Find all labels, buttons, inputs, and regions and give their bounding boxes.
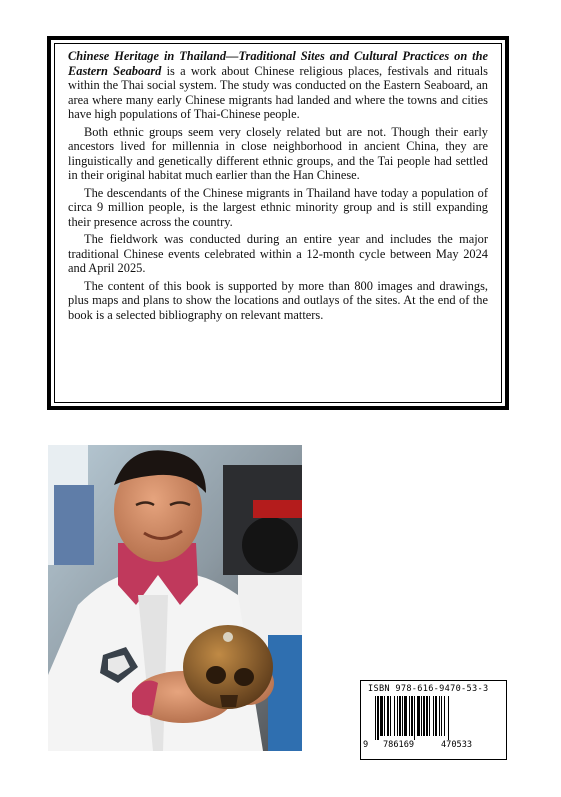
barcode-digit-first: 9 xyxy=(363,740,369,750)
isbn-label: ISBN 978-616-9470-53-3 xyxy=(368,684,489,694)
barcode-bar xyxy=(441,696,442,736)
barcode-bar xyxy=(439,696,440,736)
blurb-paragraph-4: The fieldwork was conducted during an entire year and includes the major traditional Chinese events celebrated within a 12-month cycle between May 2024 and April 2025. xyxy=(68,232,488,275)
barcode-bar xyxy=(423,696,425,736)
barcode-bar xyxy=(387,696,389,736)
blurb-paragraph-1 xyxy=(68,49,488,122)
barcode-bar xyxy=(375,696,376,740)
barcode-bar xyxy=(429,696,430,736)
barcode-bar xyxy=(417,696,420,736)
barcode-graphic xyxy=(375,696,493,740)
book-title: Chinese Heritage in Thailand—Traditional Sites and Cultural Practices on the Eastern Seaboard xyxy=(68,49,488,78)
barcode-bar xyxy=(384,696,385,736)
barcode-bar xyxy=(394,696,395,736)
chef-holding-skull-photo xyxy=(48,445,302,751)
barcode-bar xyxy=(399,696,401,736)
barcode-bar xyxy=(411,696,413,736)
barcode-digits-right: 470533 xyxy=(441,740,473,750)
blurb-paragraph-3: The descendants of the Chinese migrants in Thailand have today a population of circa 9 million people, is the largest ethnic minority group and is still expanding their presence across the country. xyxy=(68,185,488,229)
cover-photo xyxy=(48,445,302,751)
barcode-bar xyxy=(421,696,422,736)
barcode-bar xyxy=(402,696,403,736)
barcode-bar xyxy=(404,696,407,736)
barcode-bar xyxy=(397,696,398,736)
isbn-barcode-panel xyxy=(360,680,507,760)
blurb-paragraph-1-text: is a work about Chinese religious places, festivals and rituals within the Thai social system. The study was conducted on the Eastern Seaboard, an area where many early Chinese migrants had landed and where the towns and cities have high populations of Thai-Chinese people. xyxy=(68,63,488,121)
blurb-paragraph-2: Both ethnic groups seem very closely related but are not. Though their early ancestors lived for millennia in close neighborhood in ancient China, they are linguistically and genetically different ethnic groups, and the Tai people had settled in their original habitat much earlier than the Han Chinese. xyxy=(68,124,488,182)
blurb-paragraph-5: The content of this book is supported by more than 800 images and drawings, plus maps and plans to show the locations and outlays of the sites. At the end of the book is a selected bibliography on relevant matters. xyxy=(68,278,488,322)
barcode-bar xyxy=(390,696,391,736)
barcode-bar xyxy=(409,696,410,736)
barcode-bar xyxy=(448,696,449,740)
barcode-digits-left: 786169 xyxy=(383,740,415,750)
barcode-bar xyxy=(377,696,379,740)
barcode-bar xyxy=(380,696,383,736)
barcode-bar xyxy=(433,696,434,736)
barcode-bar xyxy=(435,696,437,736)
barcode-bar xyxy=(414,696,415,740)
barcode-bar xyxy=(426,696,428,736)
barcode-bar xyxy=(444,696,445,736)
back-cover-blurb-box xyxy=(47,36,509,410)
blurb-inner-frame xyxy=(54,43,502,403)
